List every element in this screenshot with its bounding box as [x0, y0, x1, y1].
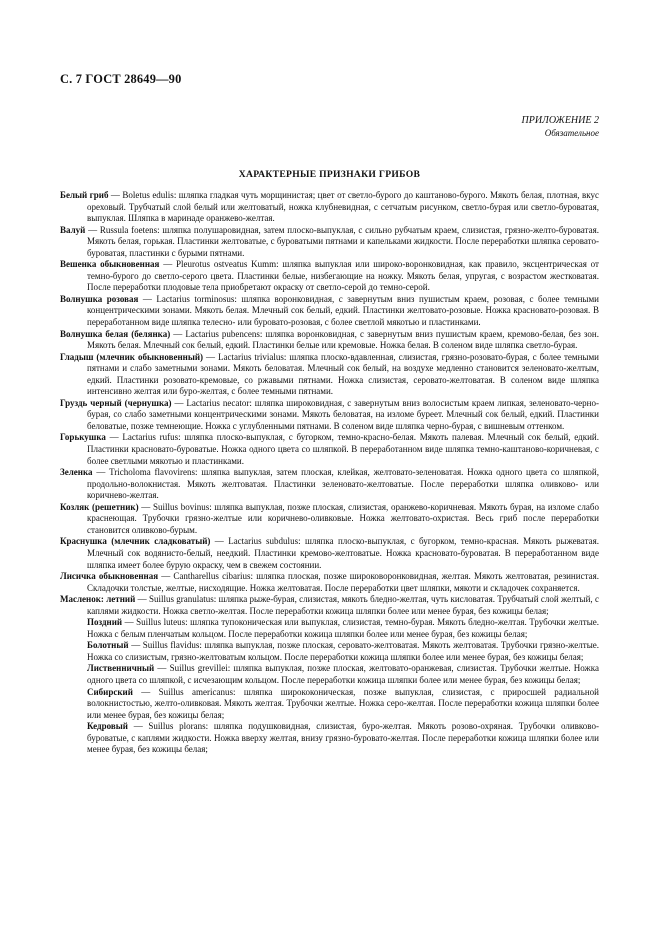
entry — [60, 398, 599, 433]
entry-term: Груздь черный (чернушка) — [60, 397, 172, 408]
entry-text: — Boletus edulis: шляпка гладкая чуть морщинистая; цвет от светло-бурого до каштаново-бурого. Мякоть белая, плотная, вкус ореховый. Трубчатый слой белый или желтоватый, ножка клубневидная, с сетчатым рисунком, светло-бурая или светло-буроватая, выпуклая. Шляпка в маринаде оранжево-желтая. — [87, 190, 600, 224]
entry-text: — Suillus plorans: шляпка подушковидная, слизистая, буро-желтая. Мякоть розово-охряная. Трубочки оливково-буроватые, с каплями жидкости. Ножка вверху желтая, внизу грязно-буровато-желтая. После переработки кожица шляпки более или менее бурая, без кожицы белая; — [87, 721, 599, 755]
entry — [60, 721, 599, 756]
entry — [60, 663, 599, 686]
entry-term: Масленок: летний — [60, 594, 136, 605]
entry — [60, 502, 599, 537]
entry-text: — Cantharellus cibarius: шляпка плоская, позже широковоронковидная, желтая. Мякоть желтоватая, резинистая. Складочки толстые, желтые, нисходящие. Ножка желтоватая. После переработки цвет шляпки, мякоти и складочек сохраняется. — [87, 571, 599, 593]
entry-text: — Lactarius necator: шляпка широковидная, с завернутым вниз волосистым краем липкая, зеленовато-черно-бурая, со слабо заметными концентрическими зонами. Мякоть беловатая, на изломе буреет. Млечный сок белый, едкий. Пластинки беловатые, позже темнеющие. Ножка с углубленными пятнами. В соленом виде шляпка черно-бурая, с вишневым оттенком. — [87, 397, 599, 431]
entry-term: Сибирский — [87, 686, 133, 697]
entry — [60, 225, 599, 260]
entry-text: — Lactarius rufus: шляпка плоско-выпуклая, с бугорком, темно-красно-белая. Мякоть палевая. Млечный сок белый, едкий. Пластинки красновато-буроватые. Ножка одного цвета со шляпкой. В переработанном виде шляпка темно-каштаново-коричневая, с более светлыми мякотью и пластинками. — [87, 432, 599, 466]
entry-text: — Pleurotus ostveatus Kumm: шляпка выпуклая или широко-воронковидная, как правило, эксцентрическая от темно-бурого до светло-серого цвета. Пластинки белые, низбегающие на ножку. Мякоть белая, упругая, с возрастом жестковатая. После переработки плодовые тела приобретают окраску от светло-серой до темно-серой. — [87, 259, 599, 293]
entry — [60, 329, 599, 352]
entry-text: — Suillus luteus: шляпка тупоконическая или выпуклая, слизистая, темно-бурая. Мякоть бледно-желтая. Трубочки желтые. Ножка с белым пленчатым кольцом. После переработки кожица шляпки более или менее бурая, без кожицы белая; — [87, 617, 599, 639]
entry-term: Горькушка — [60, 432, 106, 443]
entry-text: — Lactarius trivialus: шляпка плоско-вдавленная, слизистая, грязно-розовато-бурая, с более темными пятнами и слабо заметными зонами. Мякоть беловатая. Млечный сок белый, на воздухе медленно становится зеленовато-желтым, едкий. Пластинки розовато-кремовые, со ржавыми пятнами. Ножка слизистая, серовато-желтоватая. В соленом виде шляпка интенсивно желтая или буро-желтая, с более темными пятнами. — [87, 351, 599, 397]
entry-term: Козляк (решетник) — [60, 501, 139, 512]
entry-term: Кедровый — [87, 721, 128, 732]
section-title: ХАРАКТЕРНЫЕ ПРИЗНАКИ ГРИБОВ — [238, 169, 421, 180]
entry — [60, 352, 599, 398]
entry — [60, 432, 599, 467]
entry-term: Вешенка обыкновенная — [60, 259, 160, 270]
entry — [60, 617, 599, 640]
entry-text: — Suillus bovinus: шляпка выпуклая, позже плоская, слизистая, оранжево-коричневая. Мякоть бурая, на изломе слабо краснеющая. Трубочки грязно-желтые или коричнево-оливковые. Ножка желтовато-охристая. Весь гриб после переработки становится оливково-бурым. — [87, 501, 599, 535]
entry-text: — Suillus flavidus: шляпка выпуклая, позже плоская, серовато-желтоватая. Мякоть желтоватая. Трубочки грязно-желтые. Ножка со слизистым, грязно-желтоватым кольцом. После переработки кожица шляпки более или менее бурая, без кожицы белая; — [87, 640, 599, 662]
entry — [60, 640, 599, 663]
entry-text: — Russula foetens: шляпка полушаровидная, затем плоско-выпуклая, с сильно рубчатым краем, слизистая, грязно-желто-буроватая. Мякоть белая, горькая. Пластинки желтоватые, с буроватыми пятнами и капельками жидкости. После переработки шляпка серовато-буроватая, пластинки с бурыми пятнами. — [85, 224, 599, 258]
entry-term: Болотный — [87, 640, 129, 651]
entry — [60, 687, 599, 722]
entry-text: — Tricholoma flavovirens: шляпка выпуклая, затем плоская, клейкая, желтовато-зеленоватая. Ножка одного цвета со шляпкой, продольно-волокнистая. Мякоть желтоватая. Пластинки зеленовато-желтоватые. После переработки шляпка оливково- или коричнево-желтая. — [87, 467, 599, 501]
entry-term: Волнушка розовая — [60, 293, 139, 304]
entry-text: — Suillus grevillei: шляпка выпуклая, позже плоская, желтовато-оранжевая, слизистая. Трубочки желтые. Ножка одного цвета со шляпкой, с исчезающим кольцом. После переработки кожица шляпки более или менее бурая, без кожицы белая; — [87, 663, 599, 685]
entry-text: — Lactarius torminosus: шляпка воронковидная, с завернутым вниз пушистым краем, розовая, с более темными концентрическими зонами. Мякоть белая. Млечный сок белый, едкий. Пластинки желтовато-розовые. Ножка красновато-розовая. В переработанном виде шляпка телесно- или буровато-розовая, с более светлой мякотью и пластинками. — [87, 293, 599, 328]
appendix-title: ПРИЛОЖЕНИЕ 2 — [521, 115, 599, 126]
entry-term: Зеленка — [60, 467, 93, 478]
entry — [60, 190, 599, 225]
page-header: С. 7 ГОСТ 28649—90 — [60, 72, 182, 86]
entry-term: Поздний — [87, 617, 123, 628]
entry — [60, 536, 599, 571]
entry-term: Лисичка обыкновенная — [60, 571, 159, 582]
entries-list — [60, 190, 599, 756]
entry-text: — Lactarius subdulus: шляпка плоско-выпуклая, с бугорком, темно-красная. Мякоть рыжеватая. Млечный сок водянисто-белый, неедкий. Пластинки кремово-желтоватые. Ножка красновато-буроватая. В переработанном виде шляпка имеет более бурую окраску, чем в свежем состоянии. — [87, 536, 599, 570]
entry — [60, 594, 599, 617]
entry-term: Валуй — [60, 224, 86, 235]
entry — [60, 259, 599, 294]
entry-text: — Suillus americanus: шляпка ширококоническая, позже выпуклая, слизистая, с приросшей радиальной волокнистостью, желто-оливковая. Мякоть желтая. Трубочки желтые. Ножка серо-желтая. После переработки кожица шляпки более или менее бурая, без кожицы белая; — [87, 686, 599, 720]
entry-term: Краснушка (млечник сладковатый) — [60, 536, 211, 547]
entry-term: Гладыш (млечник обыкновенный) — [60, 351, 204, 362]
entry — [60, 571, 599, 594]
entry-text: — Suillus granulatus: шляпка рыже-бурая, слизистая, мякоть бледно-желтая, чуть кисловатая. Трубчатый слой желтый, с каплями жидкости. Ножка светло-желтая. После переработки кожица шляпки более или менее бурая, без кожицы белая; — [87, 594, 599, 616]
entry-term: Лиственничный — [87, 663, 155, 674]
entry-term: Белый гриб — [60, 190, 109, 200]
appendix-status: Обязательное — [544, 128, 599, 138]
entry — [60, 294, 599, 329]
appendix-block — [60, 115, 599, 139]
entry — [60, 467, 599, 502]
entry-text: — Lactarius pubencens: шляпка воронковидная, с завернутым вниз пушистым краем, кремово-белая, без зон. Мякоть белая. Млечный сок белый, едкий. Пластинки белые или кремовые. Ножка белая. В соленом виде шляпка светло-бурая. — [87, 328, 599, 351]
entry-term: Волнушка белая (белянка) — [60, 328, 171, 339]
